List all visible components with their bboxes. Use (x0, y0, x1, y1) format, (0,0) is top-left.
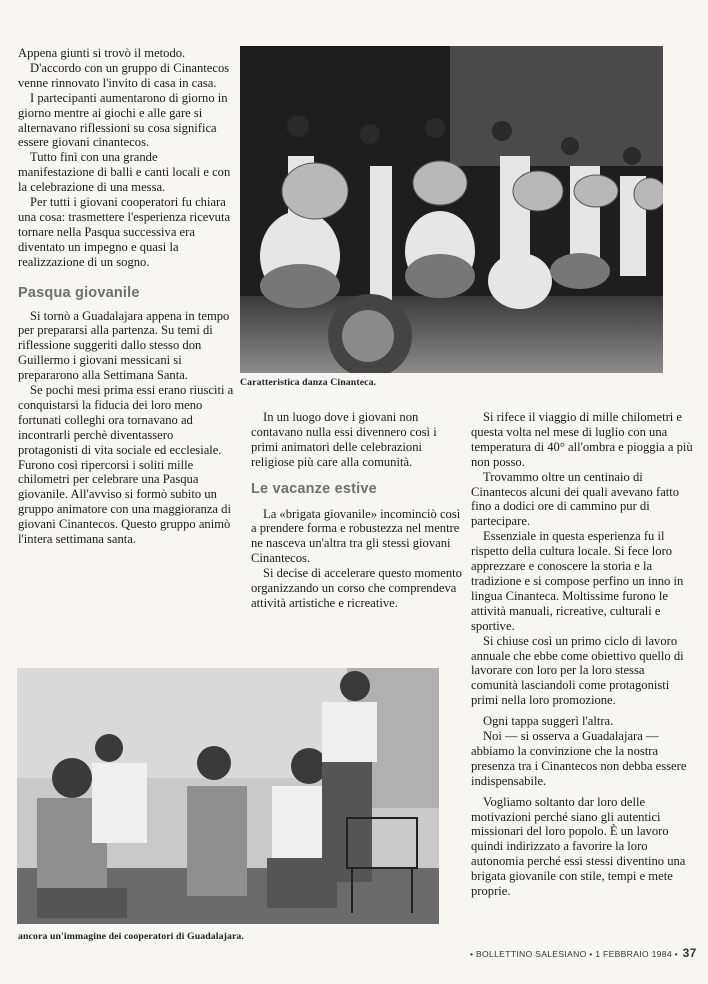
dance-photo (240, 46, 663, 373)
group-photo-caption: ancora un'immagine dei cooperatori di Guadalajara. (18, 931, 244, 942)
page-footer (470, 946, 695, 960)
group-photo (17, 668, 439, 924)
dance-photo-image (240, 46, 663, 373)
paragraph: Si tornò a Guadalajara appena in tempo per prepararsi alla partenza. Su temi di riflessione suggeriti dallo stesso don Guillermo i giovani messicani si prepararono alla Settimana Santa. (18, 308, 230, 383)
section-heading-vacanze: Le vacanze estive (251, 480, 377, 497)
paragraph: Se pochi mesi prima essi erano riusciti a conquistarsi la fiducia dei loro meno fortunati colleghi ora tornavano ad incontrarli perchè diventassero protagonisti di vita sociale ed ecclesiale. Furono così ripercorsi i soliti mille chilometri per celebrare una Pasqua giovanile. All'avviso si formò subito un gruppo animatore con una maggioranza di giovani Cinantecos. Questo gruppo animò l'intera settimana santa. (18, 383, 234, 547)
paragraph: D'accordo con un gruppo di Cinantecos venne rinnovato l'invito di casa in casa. (18, 60, 230, 90)
paragraph: La «brigata giovanile» incominciò così a prendere forma e robustezza nel mentre ne nasceva un'altra tra gli stessi giovani Cinantecos. (251, 506, 461, 566)
paragraph: Ogni tappa suggerì l'altra. (483, 714, 614, 729)
paragraph: Si chiuse così un primo ciclo di lavoro annuale che ebbe come obiettivo quello di lavorare con loro per la loro stessa comunità lasciandoli come protagonisti primi nella loro promozione. (471, 633, 684, 708)
paragraph: Trovammo oltre un centinaio di Cinantecos alcuni dei quali avevano fatto fino a dodici ore di cammino pur di partecipare. (471, 469, 680, 529)
column-1 (18, 46, 235, 547)
paragraph: Per tutti i giovani cooperatori fu chiara una cosa: trasmettere l'esperienza ricevuta tornare nella Pasqua successiva era diventato un impegno e quasi la realizzazione di un sogno. (18, 195, 231, 269)
paragraph: Si rifece il viaggio di mille chilometri e questa volta nel mese di luglio con una temperatura di 40° all'ombra e pioggia a più non posso. (471, 410, 693, 469)
paragraph: Tutto finì con una grande manifestazione di balli e canti locali e con la celebrazione di una messa. (18, 150, 231, 195)
column-3 (471, 410, 693, 899)
paragraph: Essenziale in questa esperienza fu il rispetto della cultura locale. Si fece loro apprezzare e conoscere la storia e la tradizione e si compose perfino un inno in lingua Cinanteca. Moltissime furono le attività manuali, ricreative, culturali e sportive. (471, 529, 684, 633)
group-photo-image (17, 668, 439, 924)
paragraph: Noi — si osserva a Guadalajara — abbiamo la convinzione che la nostra presenza tra i Cinantecos non debba essere indispensabile. (471, 729, 687, 788)
paragraph: Si decise di accelerare questo momento organizzando un corso che comprendeva attività artistiche e ricreative. (251, 566, 462, 610)
section-heading-pasqua: Pasqua giovanile (18, 284, 140, 301)
column-2 (251, 410, 464, 611)
paragraph: In un luogo dove i giovani non contavano nulla essi divennero così i primi animatori delle celebrazioni religiose più care alla comunità. (251, 410, 437, 469)
publication-info: • BOLLETTINO SALESIANO • 1 FEBBRAIO 1984 • (470, 949, 678, 959)
dance-photo-caption: Caratteristica danza Cinanteca. (240, 377, 377, 388)
page-number: 37 (682, 946, 697, 960)
paragraph: Vogliamo soltanto dar loro delle motivazioni perché siano gli autentici missionari del loro popolo. È un lavoro quindi indirizzato a favorire la loro autonomia perché essi stessi diventino una brigata giovanile con stile, tempi e mete proprie. (471, 794, 686, 899)
paragraph: Appena giunti si trovò il metodo. (18, 46, 186, 60)
paragraph: I partecipanti aumentarono di giorno in giorno mentre ai giochi e alle gare si alternavano riflessioni su cosa significa essere giovani cinantecos. (18, 90, 228, 150)
